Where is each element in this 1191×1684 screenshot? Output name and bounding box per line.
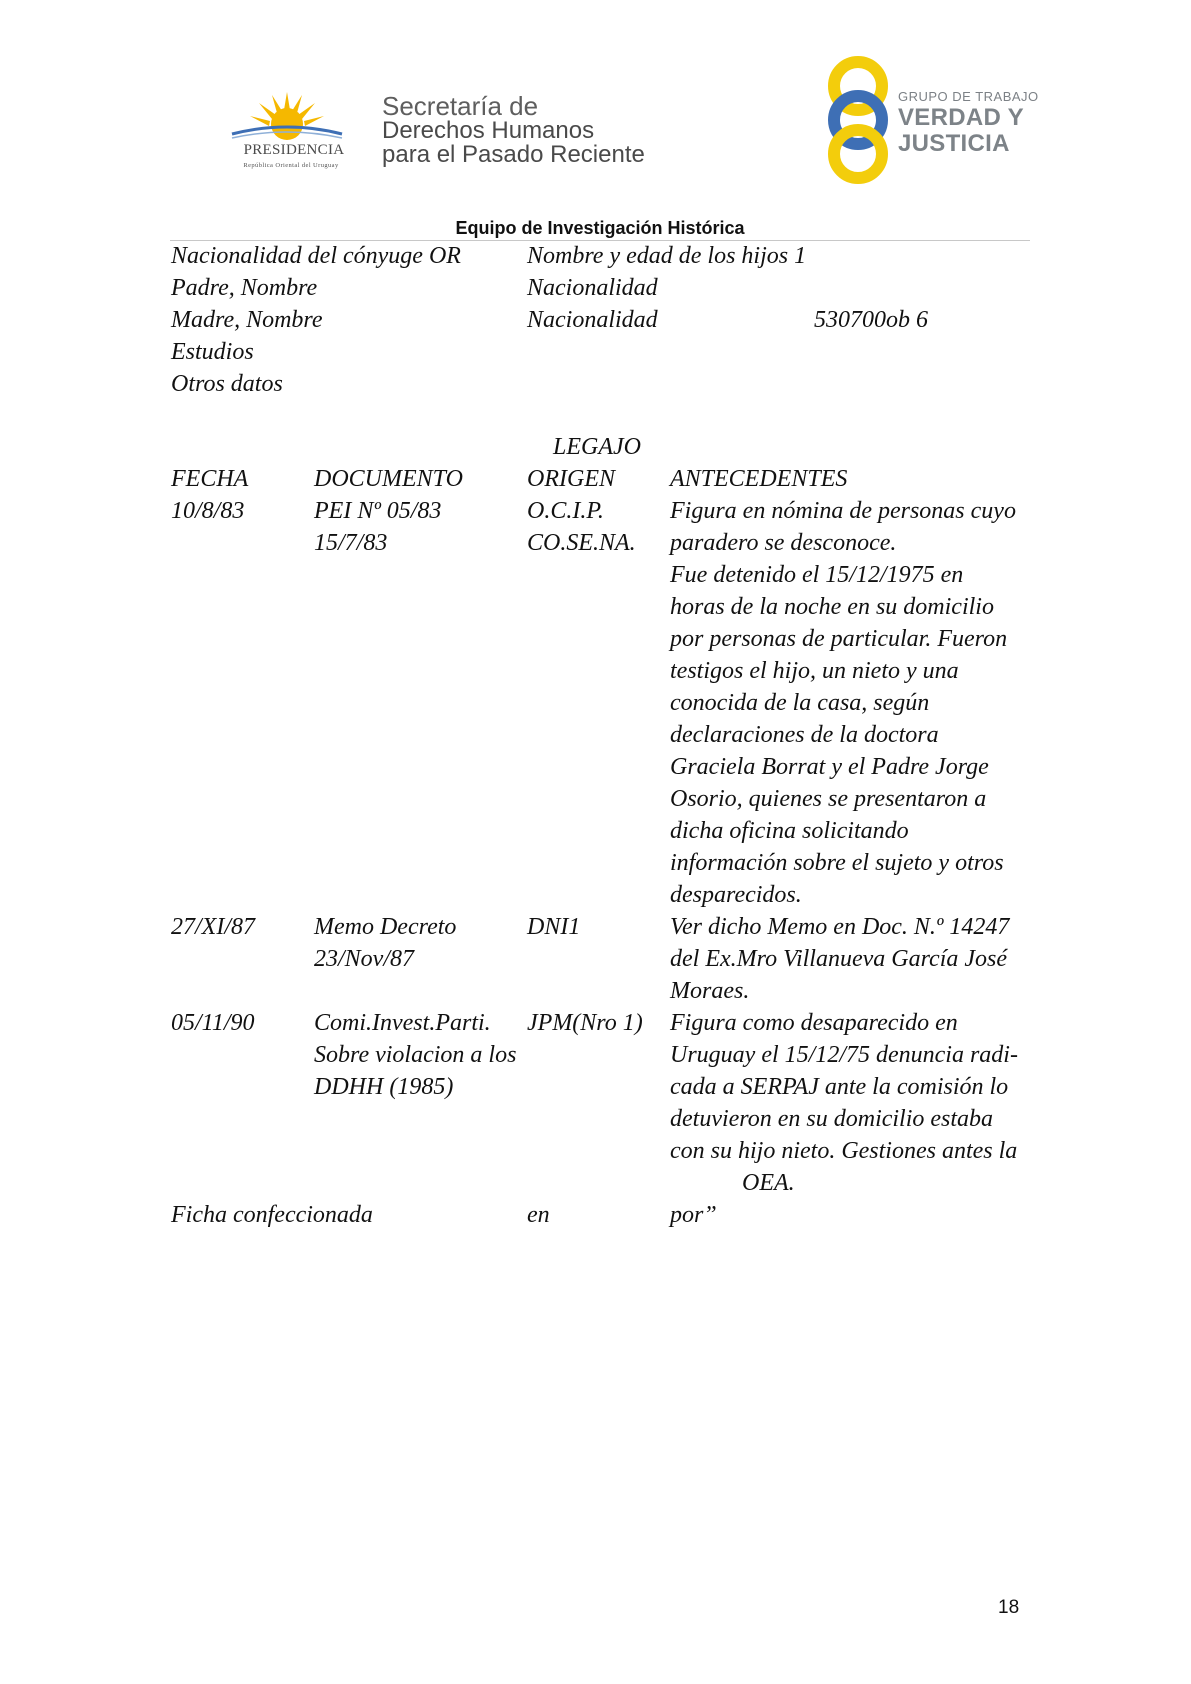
row2-antecedentes xyxy=(670,911,1009,1007)
grupo-line3: JUSTICIA xyxy=(898,130,1010,157)
ficha-label: Ficha confeccionada xyxy=(171,1202,373,1228)
row2-origen xyxy=(527,911,580,943)
row1-antecedentes-line: declaraciones de la doctora xyxy=(670,722,939,748)
header-origen: ORIGEN xyxy=(527,466,615,492)
row2-fecha: 27/XI/87 xyxy=(171,914,255,940)
conyuge-nacionalidad: Nacionalidad del cónyuge OR xyxy=(171,243,461,269)
secretaria-line3: para el Pasado Reciente xyxy=(382,141,645,168)
row3-antecedentes-line: cada a SERPAJ ante la comisión lo xyxy=(670,1074,1009,1100)
row3-fecha: 05/11/90 xyxy=(171,1010,255,1036)
row3-documento-line: Comi.Invest.Parti. xyxy=(314,1010,491,1036)
presidencia-logo xyxy=(212,86,362,176)
row2-documento xyxy=(314,911,456,975)
row1-documento-line: 15/7/83 xyxy=(314,530,388,556)
otros-datos-label: Otros datos xyxy=(171,371,283,397)
row1-antecedentes-line: información sobre el sujeto y otros xyxy=(670,850,1004,876)
row2-antecedentes-line: Moraes. xyxy=(670,978,750,1004)
row3-antecedentes-line: Uruguay el 15/12/75 denuncia radi- xyxy=(670,1042,1018,1068)
row3-documento-line: Sobre violacion a los xyxy=(314,1042,517,1068)
padre-nacionalidad: Nacionalidad xyxy=(527,275,658,301)
sun-emblem-icon xyxy=(212,86,362,146)
row2-origen-line: DNI1 xyxy=(527,914,581,940)
padre-label: Padre, Nombre xyxy=(171,275,318,301)
grupo-line1: GRUPO DE TRABAJO xyxy=(898,89,1039,104)
row1-antecedentes-line: conocida de la casa, según xyxy=(670,690,930,716)
estudios-label: Estudios xyxy=(171,339,254,365)
presidencia-subtitle: República Oriental del Uruguay xyxy=(243,162,339,169)
grupo-line2: VERDAD Y xyxy=(898,104,1024,131)
row1-origen xyxy=(527,495,636,559)
row1-documento xyxy=(314,495,441,559)
row3-origen xyxy=(527,1007,643,1039)
page-number: 18 xyxy=(998,1597,1020,1618)
row2-antecedentes-line: del Ex.Mro Villanueva García José xyxy=(670,946,1008,972)
row1-origen-line: O.C.I.P. xyxy=(527,498,604,524)
row1-antecedentes-line: por personas de particular. Fueron xyxy=(670,626,1008,652)
header-antecedentes: ANTECEDENTES xyxy=(670,466,848,492)
secretaria-line2: Derechos Humanos xyxy=(382,117,595,144)
header-legajo: LEGAJO xyxy=(553,434,641,460)
hijos-label: Nombre y edad de los hijos 1 xyxy=(527,243,807,269)
row1-origen-line: CO.SE.NA. xyxy=(527,530,636,556)
ficha-en: en xyxy=(527,1202,550,1228)
row3-antecedentes-line: detuvieron en su domicilio estaba xyxy=(670,1106,994,1132)
header-documento: DOCUMENTO xyxy=(314,466,463,492)
row1-antecedentes-line: paradero se desconoce. xyxy=(670,530,897,556)
row2-antecedentes-line: Ver dicho Memo en Doc. N.º 14247 xyxy=(670,914,1010,940)
madre-label: Madre, Nombre xyxy=(171,307,323,333)
header-fecha: FECHA xyxy=(171,466,249,492)
record-code: 530700ob 6 xyxy=(814,307,928,333)
row2-documento-line: Memo Decreto xyxy=(314,914,457,940)
row1-antecedentes-line: Osorio, quienes se presentaron a xyxy=(670,786,987,812)
row3-antecedentes-line: Figura como desaparecido en xyxy=(670,1010,958,1036)
row1-antecedentes-line: Figura en nómina de personas cuyo xyxy=(670,498,1016,524)
row3-documento-line: DDHH (1985) xyxy=(314,1074,454,1100)
row1-documento-line: PEI Nº 05/83 xyxy=(314,498,442,524)
row3-antecedentes-line: OEA. xyxy=(742,1170,795,1196)
row1-antecedentes-line: horas de la noche en su domicilio xyxy=(670,594,994,620)
row1-antecedentes-line: desparecidos. xyxy=(670,882,802,908)
section-title: Equipo de Investigación Histórica xyxy=(455,218,745,238)
secretaria-line1: Secretaría de xyxy=(382,91,539,121)
secretaria-title xyxy=(382,93,645,167)
row3-antecedentes xyxy=(670,1007,1018,1199)
interlocked-rings-icon xyxy=(820,56,900,184)
presidencia-name: PRESIDENCIA xyxy=(243,142,345,158)
verdad-justicia-logo xyxy=(820,56,1040,184)
ficha-por: por” xyxy=(670,1202,717,1228)
row1-antecedentes-line: Graciela Borrat y el Padre Jorge xyxy=(670,754,989,780)
row1-antecedentes-line: Fue detenido el 15/12/1975 en xyxy=(670,562,964,588)
row1-fecha: 10/8/83 xyxy=(171,498,245,524)
madre-nacionalidad: Nacionalidad xyxy=(527,307,658,333)
row3-origen-line: JPM(Nro 1) xyxy=(527,1010,643,1036)
row2-documento-line: 23/Nov/87 xyxy=(314,946,414,972)
row3-antecedentes-line: con su hijo nieto. Gestiones antes la xyxy=(670,1138,1018,1164)
row1-antecedentes-line: dicha oficina solicitando xyxy=(670,818,909,844)
row1-antecedentes xyxy=(670,495,1016,911)
row1-antecedentes-line: testigos el hijo, un nieto y una xyxy=(670,658,959,684)
row3-documento xyxy=(314,1007,516,1103)
